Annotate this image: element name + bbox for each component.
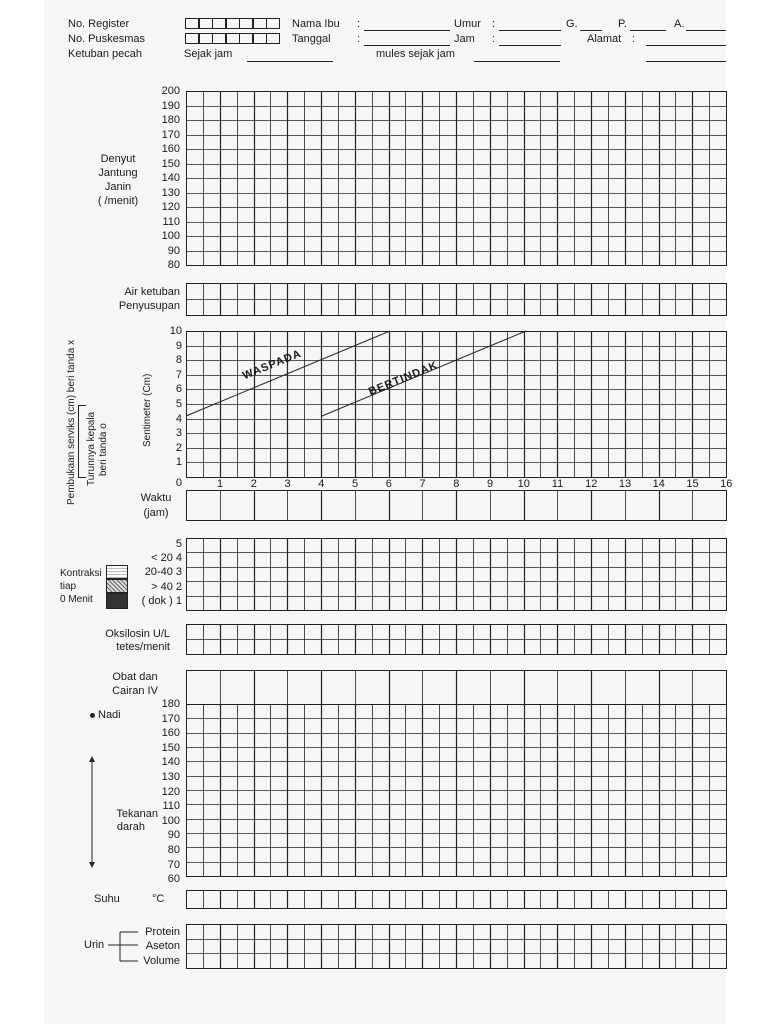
bp-tick: 70 bbox=[167, 858, 180, 871]
sejak-jam-field[interactable] bbox=[247, 61, 333, 62]
ketuban-pecah-label: Ketuban pecah bbox=[68, 48, 143, 60]
suhu-lines bbox=[186, 890, 727, 909]
bp-lines bbox=[186, 704, 727, 877]
cervix-tick: 5 bbox=[175, 398, 182, 410]
cervix-tick: 2 bbox=[175, 441, 182, 454]
bp-tick: 140 bbox=[161, 756, 180, 769]
tekanan-label: Tekanan bbox=[116, 808, 158, 820]
sejak-jam-label: Sejak jam bbox=[184, 48, 233, 60]
alamat-colon: : bbox=[632, 33, 636, 45]
fhr-label-line-1: Denyut bbox=[100, 153, 136, 165]
kontraksi-label-line-3: 0 Menit bbox=[60, 594, 93, 605]
darah-label: darah bbox=[116, 821, 145, 833]
p-field[interactable] bbox=[630, 30, 666, 31]
swatch-solid bbox=[106, 593, 128, 609]
nama-ibu-label: Nama Ibu bbox=[292, 18, 340, 30]
mules-sejak-jam-field[interactable] bbox=[474, 61, 560, 62]
hour-label: 3 bbox=[284, 478, 291, 490]
register-digit-box[interactable] bbox=[226, 18, 240, 29]
nadi-label: Nadi bbox=[98, 709, 121, 721]
umur-colon: : bbox=[492, 18, 496, 30]
puskesmas-digit-box[interactable] bbox=[239, 33, 253, 44]
fhr-tick: 150 bbox=[161, 157, 180, 170]
register-digit-box[interactable] bbox=[239, 18, 253, 29]
suhu-unit: °C bbox=[152, 893, 165, 905]
fhr-tick: 110 bbox=[162, 215, 180, 228]
no-register-label: No. Register bbox=[68, 18, 130, 30]
oksitosin-lines bbox=[186, 624, 727, 655]
puskesmas-digit-box[interactable] bbox=[253, 33, 267, 44]
a-label: A. bbox=[674, 18, 685, 30]
register-digit-box[interactable] bbox=[253, 18, 267, 29]
alamat-label: Alamat bbox=[587, 33, 622, 45]
hour-label: 1 bbox=[216, 478, 224, 490]
bp-tick: 110 bbox=[162, 800, 180, 813]
cervix-tick: 9 bbox=[175, 339, 182, 352]
suhu-label: Suhu bbox=[94, 893, 120, 905]
partograph-sheet bbox=[44, 0, 733, 1024]
cervix-tick: 6 bbox=[175, 383, 182, 396]
cervix-tick: 3 bbox=[175, 427, 182, 440]
bp-tick: 160 bbox=[161, 727, 180, 740]
puskesmas-digit-box[interactable] bbox=[212, 33, 226, 44]
hour-label: 11 bbox=[551, 478, 564, 490]
bp-tick: 80 bbox=[167, 844, 180, 856]
bp-tick: 60 bbox=[167, 873, 180, 886]
fhr-tick: 120 bbox=[161, 201, 180, 213]
g-field[interactable] bbox=[580, 30, 602, 31]
nama-ibu-colon: : bbox=[357, 18, 361, 30]
hour-label: 10 bbox=[517, 478, 530, 490]
kontraksi-label-line-1: Kontraksi bbox=[60, 568, 102, 579]
hour-label: 6 bbox=[385, 478, 392, 490]
bp-tick: 170 bbox=[161, 712, 180, 725]
umur-label: Umur bbox=[454, 18, 481, 30]
cervix-tick: 1 bbox=[175, 456, 182, 469]
alamat-field-2[interactable] bbox=[646, 61, 726, 62]
puskesmas-digit-box[interactable] bbox=[266, 33, 280, 44]
obat-lines bbox=[186, 670, 727, 705]
hour-label: 13 bbox=[618, 478, 632, 490]
kontraksi-label bbox=[60, 567, 102, 606]
bp-tick: 180 bbox=[161, 698, 180, 710]
cervix-tick: 4 bbox=[175, 412, 182, 425]
puskesmas-digit-box[interactable] bbox=[185, 33, 199, 44]
fhr-label-line-3: Janin bbox=[104, 181, 132, 193]
umur-field[interactable] bbox=[499, 30, 561, 31]
cervix-tick: 8 bbox=[175, 354, 182, 367]
penyusupan-label: Penyusupan bbox=[118, 300, 180, 312]
volume-label: Volume bbox=[143, 955, 180, 967]
cervix-tick: 7 bbox=[175, 368, 182, 381]
register-digit-box[interactable] bbox=[266, 18, 280, 29]
bp-tick: 90 bbox=[167, 829, 180, 842]
fhr-tick: 80 bbox=[167, 259, 180, 271]
nama-ibu-field[interactable] bbox=[364, 30, 450, 31]
jam-unit-label: (jam) bbox=[143, 507, 169, 519]
hour-label: 7 bbox=[419, 478, 426, 490]
kontraksi-label-line-2: tiap bbox=[60, 581, 77, 592]
jam-label: Jam bbox=[454, 33, 475, 45]
waktu-lines bbox=[186, 490, 727, 521]
hour-label: 12 bbox=[585, 478, 598, 490]
hour-label: 9 bbox=[486, 478, 494, 490]
fhr-tick: 160 bbox=[161, 143, 180, 155]
fhr-lines bbox=[186, 91, 727, 266]
hour-label: 14 bbox=[652, 478, 665, 490]
protein-label: Protein bbox=[145, 926, 180, 938]
fhr-tick: 200 bbox=[161, 85, 180, 97]
descent-bracket bbox=[78, 405, 79, 477]
bp-tick: 150 bbox=[161, 741, 180, 754]
bp-tick: 120 bbox=[161, 785, 180, 798]
swatch-hatched bbox=[106, 579, 128, 593]
jam-field[interactable] bbox=[499, 45, 561, 46]
air-ketuban-label: Air ketuban bbox=[124, 286, 180, 298]
alert-action-lines bbox=[186, 330, 486, 430]
urin-label: Urin bbox=[84, 939, 105, 951]
alamat-field-1[interactable] bbox=[646, 45, 726, 46]
fhr-tick: 130 bbox=[161, 186, 180, 199]
cervix-tick: 10 bbox=[169, 325, 182, 337]
descent-bracket-bottom bbox=[78, 477, 86, 478]
fhr-tick: 100 bbox=[161, 230, 180, 242]
aseton-label: Aseton bbox=[145, 940, 180, 952]
puskesmas-digit-box[interactable] bbox=[226, 33, 240, 44]
obat-label: Obat dan bbox=[112, 671, 158, 683]
waspada-label: WASPADA bbox=[241, 347, 304, 383]
fhr-tick: 140 bbox=[161, 172, 180, 184]
kontraksi-tick: 20-40 3 bbox=[144, 566, 182, 579]
hour-label: 2 bbox=[250, 478, 257, 490]
fhr-tick: 190 bbox=[161, 99, 180, 112]
bp-tick: 130 bbox=[161, 771, 180, 783]
fhr-label-line-4: ( /menit) bbox=[97, 195, 139, 207]
fhr-label bbox=[68, 152, 168, 208]
puskesmas-digit-box[interactable] bbox=[199, 33, 213, 44]
p-label: P. bbox=[618, 18, 627, 30]
hour-label: 5 bbox=[351, 478, 359, 490]
fhr-tick: 180 bbox=[161, 114, 180, 126]
kontraksi-lines bbox=[186, 538, 727, 611]
no-puskesmas-label: No. Puskesmas bbox=[68, 33, 146, 45]
waspada-line bbox=[186, 331, 390, 416]
descent-bracket-top bbox=[78, 405, 86, 406]
fhr-tick: 90 bbox=[167, 244, 180, 257]
kontraksi-tick: 5 bbox=[175, 538, 182, 550]
hour-label: 8 bbox=[453, 478, 460, 490]
turunnya-kepala-label: Turunnya kepala bbox=[86, 411, 97, 486]
hour-label: 15 bbox=[686, 478, 699, 490]
hour-label: 16 bbox=[720, 478, 733, 490]
swatch-dotted bbox=[106, 565, 128, 579]
tanggal-colon: : bbox=[357, 33, 361, 45]
pembukaan-serviks-label: Pembukaan serviks (cm) beri tanda x bbox=[66, 339, 77, 505]
fhr-label-line-2: Jantung bbox=[98, 167, 138, 179]
register-digit-box[interactable] bbox=[185, 18, 199, 29]
fhr-tick: 170 bbox=[161, 128, 180, 141]
mules-sejak-jam-label: mules sejak jam bbox=[376, 48, 455, 60]
tanggal-field[interactable] bbox=[364, 45, 450, 46]
tanggal-label: Tanggal bbox=[292, 33, 331, 45]
bertindak-label: BERTINDAK bbox=[367, 359, 440, 399]
register-digit-box[interactable] bbox=[212, 18, 226, 29]
register-digit-box[interactable] bbox=[199, 18, 213, 29]
g-label: G. bbox=[566, 18, 578, 30]
hour-label: 4 bbox=[318, 478, 325, 490]
nadi-dot-icon bbox=[90, 713, 95, 718]
sentimeter-label: Sentimeter (Cm) bbox=[142, 373, 153, 447]
waktu-label: Waktu bbox=[140, 492, 172, 504]
kontraksi-tick: < 20 4 bbox=[151, 552, 182, 565]
cervix-tick-zero: 0 bbox=[175, 477, 182, 489]
oksitosin-label: Oksilosin U/L bbox=[105, 628, 170, 640]
a-field[interactable] bbox=[686, 30, 726, 31]
beri-tanda-o-label: beri tanda o bbox=[98, 423, 109, 476]
cairan-iv-label: Cairan IV bbox=[112, 685, 158, 697]
urin-lines bbox=[186, 924, 727, 969]
kontraksi-tick: ( dok ) 1 bbox=[141, 594, 182, 607]
amnio-lines bbox=[186, 283, 727, 316]
tetes-menit-label: tetes/menit bbox=[116, 641, 170, 653]
bp-tick: 100 bbox=[161, 814, 180, 827]
kontraksi-tick: > 40 2 bbox=[151, 580, 182, 593]
jam-colon: : bbox=[492, 33, 496, 45]
